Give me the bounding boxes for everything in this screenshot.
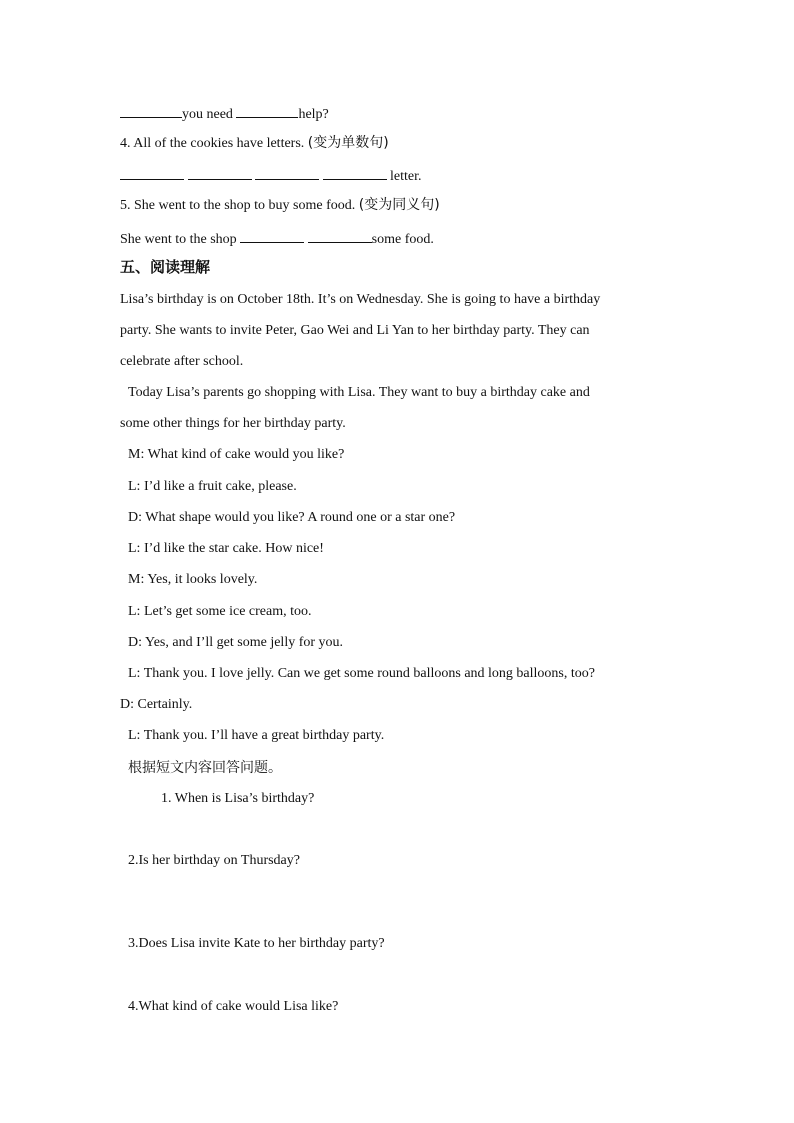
q5-prompt	[120, 196, 440, 215]
q4-text: 4. All of the cookies have letters.	[120, 136, 308, 151]
dialogue-line: D: Certainly.	[120, 697, 193, 712]
answer-blank[interactable]	[255, 165, 319, 180]
passage-line: party. She wants to invite Peter, Gao Wei and Li Yan to her birthday party. They can	[120, 323, 590, 338]
passage-line: Lisa’s birthday is on October 18th. It’s on Wednesday. She is going to have a birthday	[120, 292, 601, 307]
q5-answer-end: some food.	[371, 232, 434, 247]
answer-blank[interactable]	[188, 165, 252, 180]
section-heading: 五、阅读理解	[120, 258, 211, 276]
answer-blank[interactable]	[236, 103, 298, 118]
q3-text: you need	[182, 107, 237, 122]
q3-text-end: help?	[298, 107, 329, 122]
q4-answer-end: letter.	[386, 169, 422, 184]
dialogue-line: L: Let’s get some ice cream, too.	[128, 604, 312, 619]
dialogue-line: M: Yes, it looks lovely.	[128, 572, 258, 587]
question-item: 4.What kind of cake would Lisa like?	[128, 999, 339, 1014]
dialogue-line: M: What kind of cake would you like?	[128, 447, 345, 462]
dialogue-line: D: Yes, and I’ll get some jelly for you.	[128, 635, 344, 650]
passage-line: Today Lisa’s parents go shopping with Lisa. They want to buy a birthday cake and	[128, 385, 590, 400]
dialogue-line: L: I’d like a fruit cake, please.	[128, 479, 297, 494]
dialogue-line: L: Thank you. I’ll have a great birthday party.	[128, 728, 385, 743]
dialogue-line: L: I’d like the star cake. How nice!	[128, 541, 324, 556]
question-item: 1. When is Lisa’s birthday?	[161, 791, 315, 806]
questions-instruction: 根据短文内容回答问题。	[128, 760, 282, 776]
q4-answer-line	[120, 165, 422, 186]
passage-line: some other things for her birthday party.	[120, 416, 346, 431]
dialogue-line: D: What shape would you like? A round one or a star one?	[128, 510, 456, 525]
answer-blank[interactable]	[240, 228, 304, 243]
q5-instruction: (变为同义句)	[358, 197, 440, 213]
q5-answer-line	[120, 228, 434, 249]
question-item: 3.Does Lisa invite Kate to her birthday party?	[128, 936, 385, 951]
answer-blank[interactable]	[308, 228, 372, 243]
passage-line: celebrate after school.	[120, 354, 244, 369]
q3-continuation	[120, 103, 329, 124]
q4-prompt	[120, 134, 389, 153]
dialogue-line: L: Thank you. I love jelly. Can we get some round balloons and long balloons, too?	[128, 666, 595, 681]
answer-blank[interactable]	[120, 165, 184, 180]
q5-text: 5. She went to the shop to buy some food.	[120, 198, 359, 213]
q5-answer-start: She went to the shop	[120, 232, 241, 247]
answer-blank[interactable]	[120, 103, 182, 118]
question-item: 2.Is her birthday on Thursday?	[128, 853, 300, 868]
answer-blank[interactable]	[323, 165, 387, 180]
q4-instruction: (变为单数句)	[307, 135, 389, 151]
